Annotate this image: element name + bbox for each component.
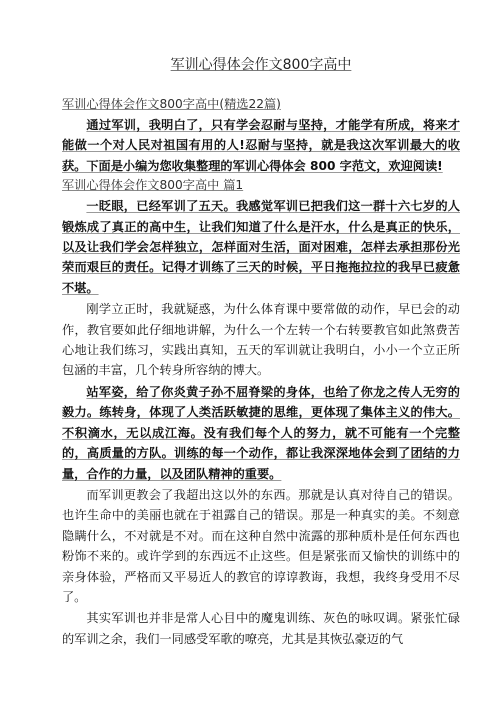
body-paragraph-3-text: 站军姿，给了你炎黄子孙不屈脊梁的身体，也给了你龙之传人无穷的毅力。练转身，体现了人类活跃敏捷的思维，更体现了集体主义的伟大。不积滴水，无以成江海。没有我们每个人的努力，就不可能有一个完整的，高质量的方队。训练的每一个动作，都让我深深地体会到了团结的力量，合作的力量，以及团队精神的重要。 [62,384,460,481]
body-paragraph-1 [62,196,460,298]
body-paragraph-3 [62,382,460,484]
body-paragraph-1-text: 一眨眼，已经军训了五天。我感觉军训已把我们这一群十六七岁的人锻炼成了真正的高中生，让我们知道了什么是汗水，什么是真正的快乐，以及让我们学会怎样独立，怎样面对生活，面对困难，怎样去承担那份光荣而艰巨的责任。记得才训练了三天的时候，平日拖拖拉拉的我早已疲惫不堪。 [62,199,460,295]
body-paragraph-2: 刚学立正时，我就疑惑，为什么体育课中要常做的动作，早已会的动作，教官要如此仔细地讲解，为什么一个左转一个右转要教官如此煞费苦心地让我们练习，实践出真知，五天的军训就让我明白，小小一个立正所包涵的丰富，几个转身所容纳的博大。 [62,302,460,378]
body-paragraph-5: 其实军训也并非是常人心目中的魔鬼训练、灰色的咏叹调。紧张忙碌的军训之余，我们一同感受军歌的嘹亮，尤其是其恢弘豪迈的气 [62,611,460,646]
page-title: 军训心得体会作文800字高中 [170,57,352,73]
intro-text: 通过军训，我明白了，只有学会忍耐与坚持，才能学有所成，将来才能做一个对人民对祖国有用的人!忍耐与坚持，就是我这次军训最大的收获。下面是小编为您收集整理的军训心得体会 800 字范文，欢迎阅读! [62,118,460,173]
article-subtitle: 军训心得体会作文800字高中(精选22篇) [62,97,281,111]
intro-paragraph [62,115,460,176]
body-paragraph-4: 而军训更教会了我超出这以外的东西。那就是认真对待自己的错误。也许生命中的美丽也就在于祖露自己的错误。那是一种真实的美。不刻意隐瞒什么，不对就是不对。而在这种自然中流露的那种质朴是任何东西也粉饰不来的。或许学到的东西远不止这些。但是紧张而又愉快的训练中的亲身体验，严格而又平易近人的教官的谆谆教诲，我想，我终身受用不尽了。 [62,487,460,604]
section-heading: 军训心得体会作文800字高中 篇1 [62,178,244,193]
